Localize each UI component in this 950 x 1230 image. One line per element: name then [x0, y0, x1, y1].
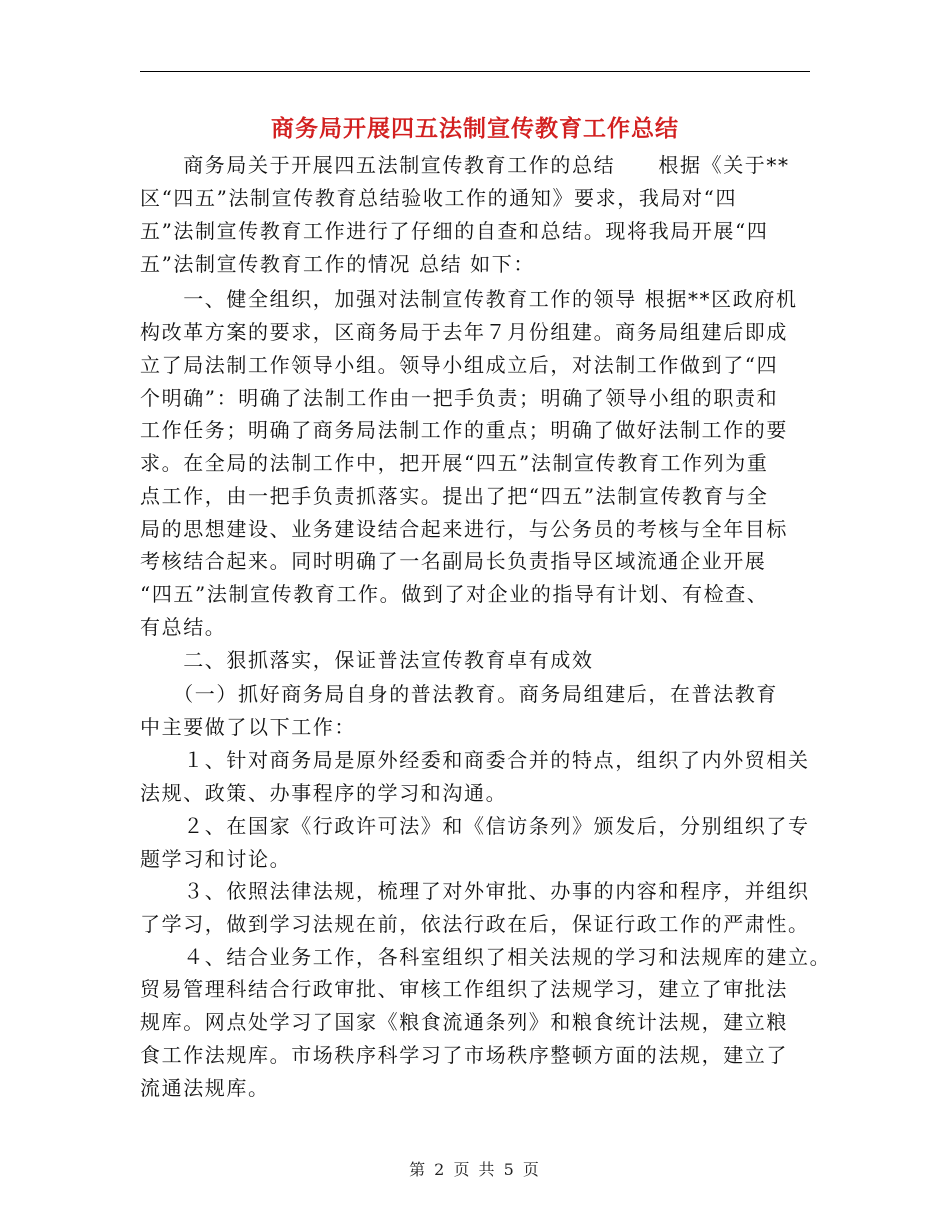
- body-text-line: （一）抓好商务局自身的普法教育。商务局组建后，在普法教育: [140, 682, 778, 706]
- body-text-line: 立了局法制工作领导小组。领导小组成立后，对法制工作做到了“四: [140, 353, 779, 377]
- body-text-line: 商务局关于开展四五法制宣传教育工作的总结 根据《关于**: [140, 153, 790, 177]
- body-text-line: ２、在国家《行政许可法》和《信访条列》颁发后，分别组织了专: [140, 814, 810, 838]
- body-text-line: 规库。网点处学习了国家《粮食流通条列》和粮食统计法规，建立粮: [140, 1010, 788, 1034]
- body-text-line: 求。在全局的法制工作中，把开展“四五”法制宣传教育工作列为重: [140, 451, 769, 475]
- body-text-line: 区“四五”法制宣传教育总结验收工作的通知》要求，我局对“四: [140, 186, 738, 210]
- body-text-line: 食工作法规库。市场秩序科学习了市场秩序整顿方面的法规，建立了: [140, 1043, 788, 1067]
- body-text-line: 了学习，做到学习法规在前，依法行政在后，保证行政工作的严肃性。: [140, 912, 810, 936]
- page-number: 第 2 页 共 5 页: [409, 1160, 541, 1179]
- body-text-line: 流通法规库。: [140, 1076, 270, 1100]
- body-text-line: 一、健全组织，加强对法制宣传教育工作的领导 根据**区政府机: [140, 287, 798, 311]
- document-title: 商务局开展四五法制宣传教育工作总结: [271, 115, 679, 142]
- body-text-line: 点工作，由一把手负责抓落实。提出了把“四五”法制宣传教育与全: [140, 484, 769, 508]
- body-text-line: 考核结合起来。同时明确了一名副局长负责指导区域流通企业开展: [140, 549, 767, 573]
- body-text-line: 有总结。: [140, 615, 227, 639]
- body-text-line: 贸易管理科结合行政审批、审核工作组织了法规学习，建立了审批法: [140, 977, 788, 1001]
- body-text-line: 五”法制宣传教育工作的情况 总结 如下：: [140, 252, 535, 276]
- body-text-line: 个明确”：明确了法制工作由一把手负责；明确了领导小组的职责和: [140, 386, 779, 410]
- body-text-line: 构改革方案的要求，区商务局于去年７月份组建。商务局组建后即成: [140, 320, 788, 344]
- body-text-line: ４、结合业务工作，各科室组织了相关法规的学习和法规库的建立。: [140, 945, 832, 969]
- body-text-line: ３、依照法律法规，梳理了对外审批、办事的内容和程序，并组织: [140, 879, 810, 903]
- body-text-line: １、针对商务局是原外经委和商委合并的特点，组织了内外贸相关: [140, 748, 810, 772]
- body-text-line: 中主要做了以下工作：: [140, 715, 356, 739]
- body-text-line: 题学习和讨论。: [140, 847, 292, 871]
- body-text-line: 工作任务；明确了商务局法制工作的重点；明确了做好法制工作的要: [140, 418, 788, 442]
- body-text-line: 局的思想建设、业务建设结合起来进行，与公务员的考核与全年目标: [140, 517, 788, 541]
- body-text-line: 二、狠抓落实，保证普法宣传教育卓有成效: [140, 648, 594, 672]
- body-text-line: “四五”法制宣传教育工作。做到了对企业的指导有计划、有检查、: [140, 582, 769, 606]
- body-text-line: 五”法制宣传教育工作进行了仔细的自查和总结。现将我局开展“四: [140, 219, 769, 243]
- body-text-line: 法规、政策、办事程序的学习和沟通。: [140, 781, 508, 805]
- header-rule: [140, 71, 810, 72]
